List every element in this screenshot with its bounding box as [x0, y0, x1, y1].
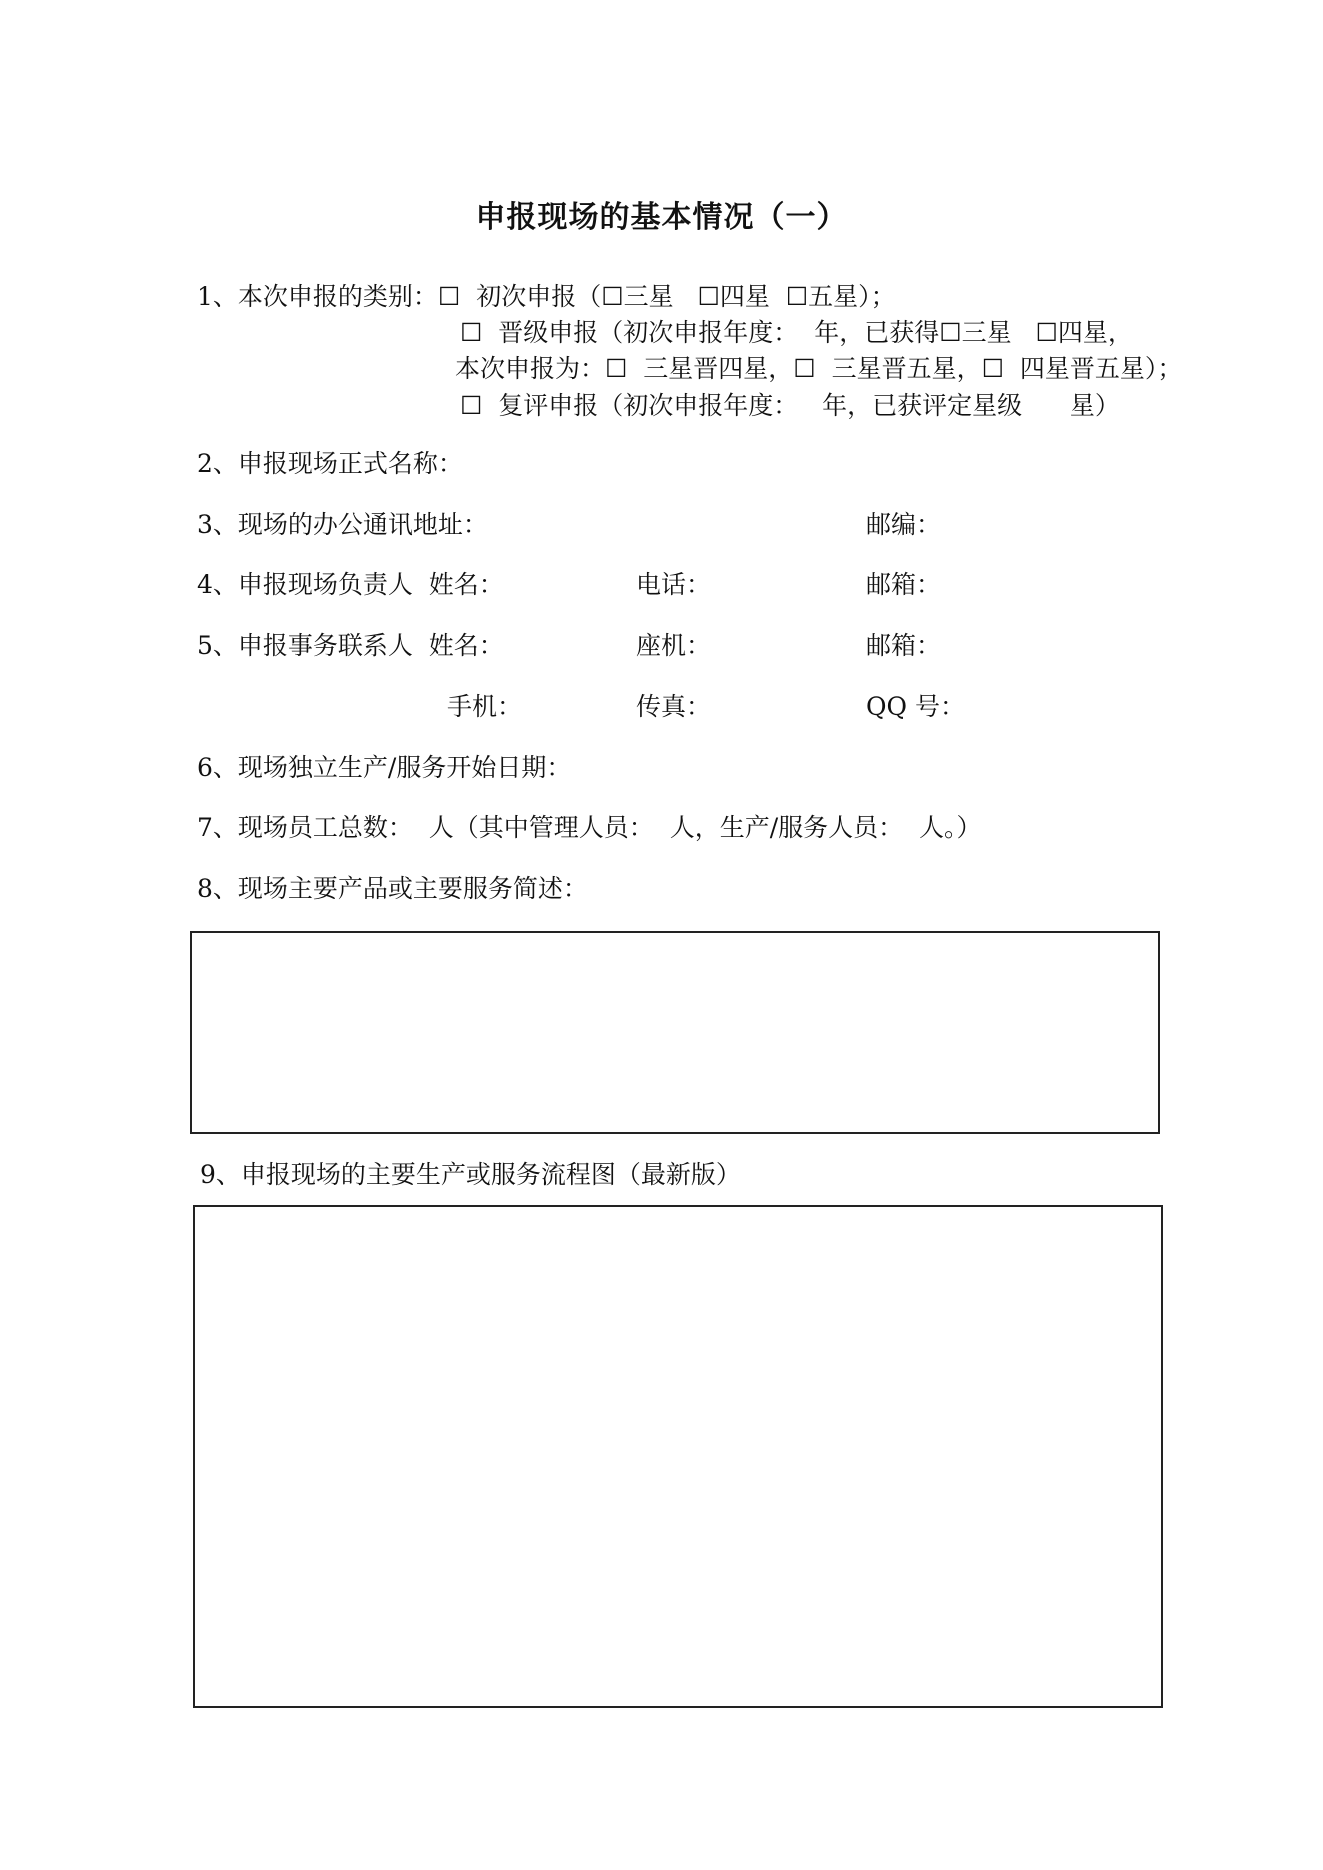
item-1-category-line4: ☐ 复评申报（初次申报年度： 年，已获评定星级 星）: [460, 391, 1120, 420]
item-1-category-line2: ☐ 晋级申报（初次申报年度： 年，已获得☐三星 ☐四星，: [460, 318, 1133, 347]
item-8-description-box[interactable]: [190, 931, 1160, 1134]
item-5-landline-label: 座机：: [636, 631, 712, 660]
item-4-phone-label: 电话：: [636, 570, 712, 599]
page-title: 申报现场的基本情况（一）: [475, 200, 848, 235]
item-3-postcode-label: 邮编：: [866, 510, 942, 539]
item-2-site-name-label: 2、申报现场正式名称：: [197, 449, 463, 478]
item-6-start-date-label: 6、现场独立生产/服务开始日期：: [197, 753, 572, 782]
item-9-flowchart-label: 9、申报现场的主要生产或服务流程图（最新版）: [200, 1160, 741, 1189]
item-7-staff-count-label: 7、现场员工总数： 人（其中管理人员： 人，生产/服务人员： 人。）: [197, 813, 982, 842]
item-5-mobile-label: 手机：: [447, 692, 523, 721]
item-4-email-label: 邮箱：: [866, 570, 942, 599]
item-5-qq-label: QQ 号：: [866, 692, 965, 721]
item-3-address-label: 3、现场的办公通讯地址：: [197, 510, 488, 539]
item-5-fax-label: 传真：: [636, 692, 712, 721]
item-5-email-label: 邮箱：: [866, 631, 942, 660]
item-5-contact-name-label: 5、申报事务联系人 姓名：: [197, 631, 504, 660]
item-1-category-line1: 1、本次申报的类别：☐ 初次申报（☐三星 ☐四星 ☐五星）；: [197, 282, 896, 311]
item-9-flowchart-box[interactable]: [193, 1205, 1163, 1708]
item-4-leader-name-label: 4、申报现场负责人 姓名：: [197, 570, 504, 599]
item-8-description-label: 8、现场主要产品或主要服务简述：: [197, 874, 588, 903]
item-1-category-line3: 本次申报为：☐ 三星晋四星，☐ 三星晋五星，☐ 四星晋五星）；: [455, 354, 1183, 383]
